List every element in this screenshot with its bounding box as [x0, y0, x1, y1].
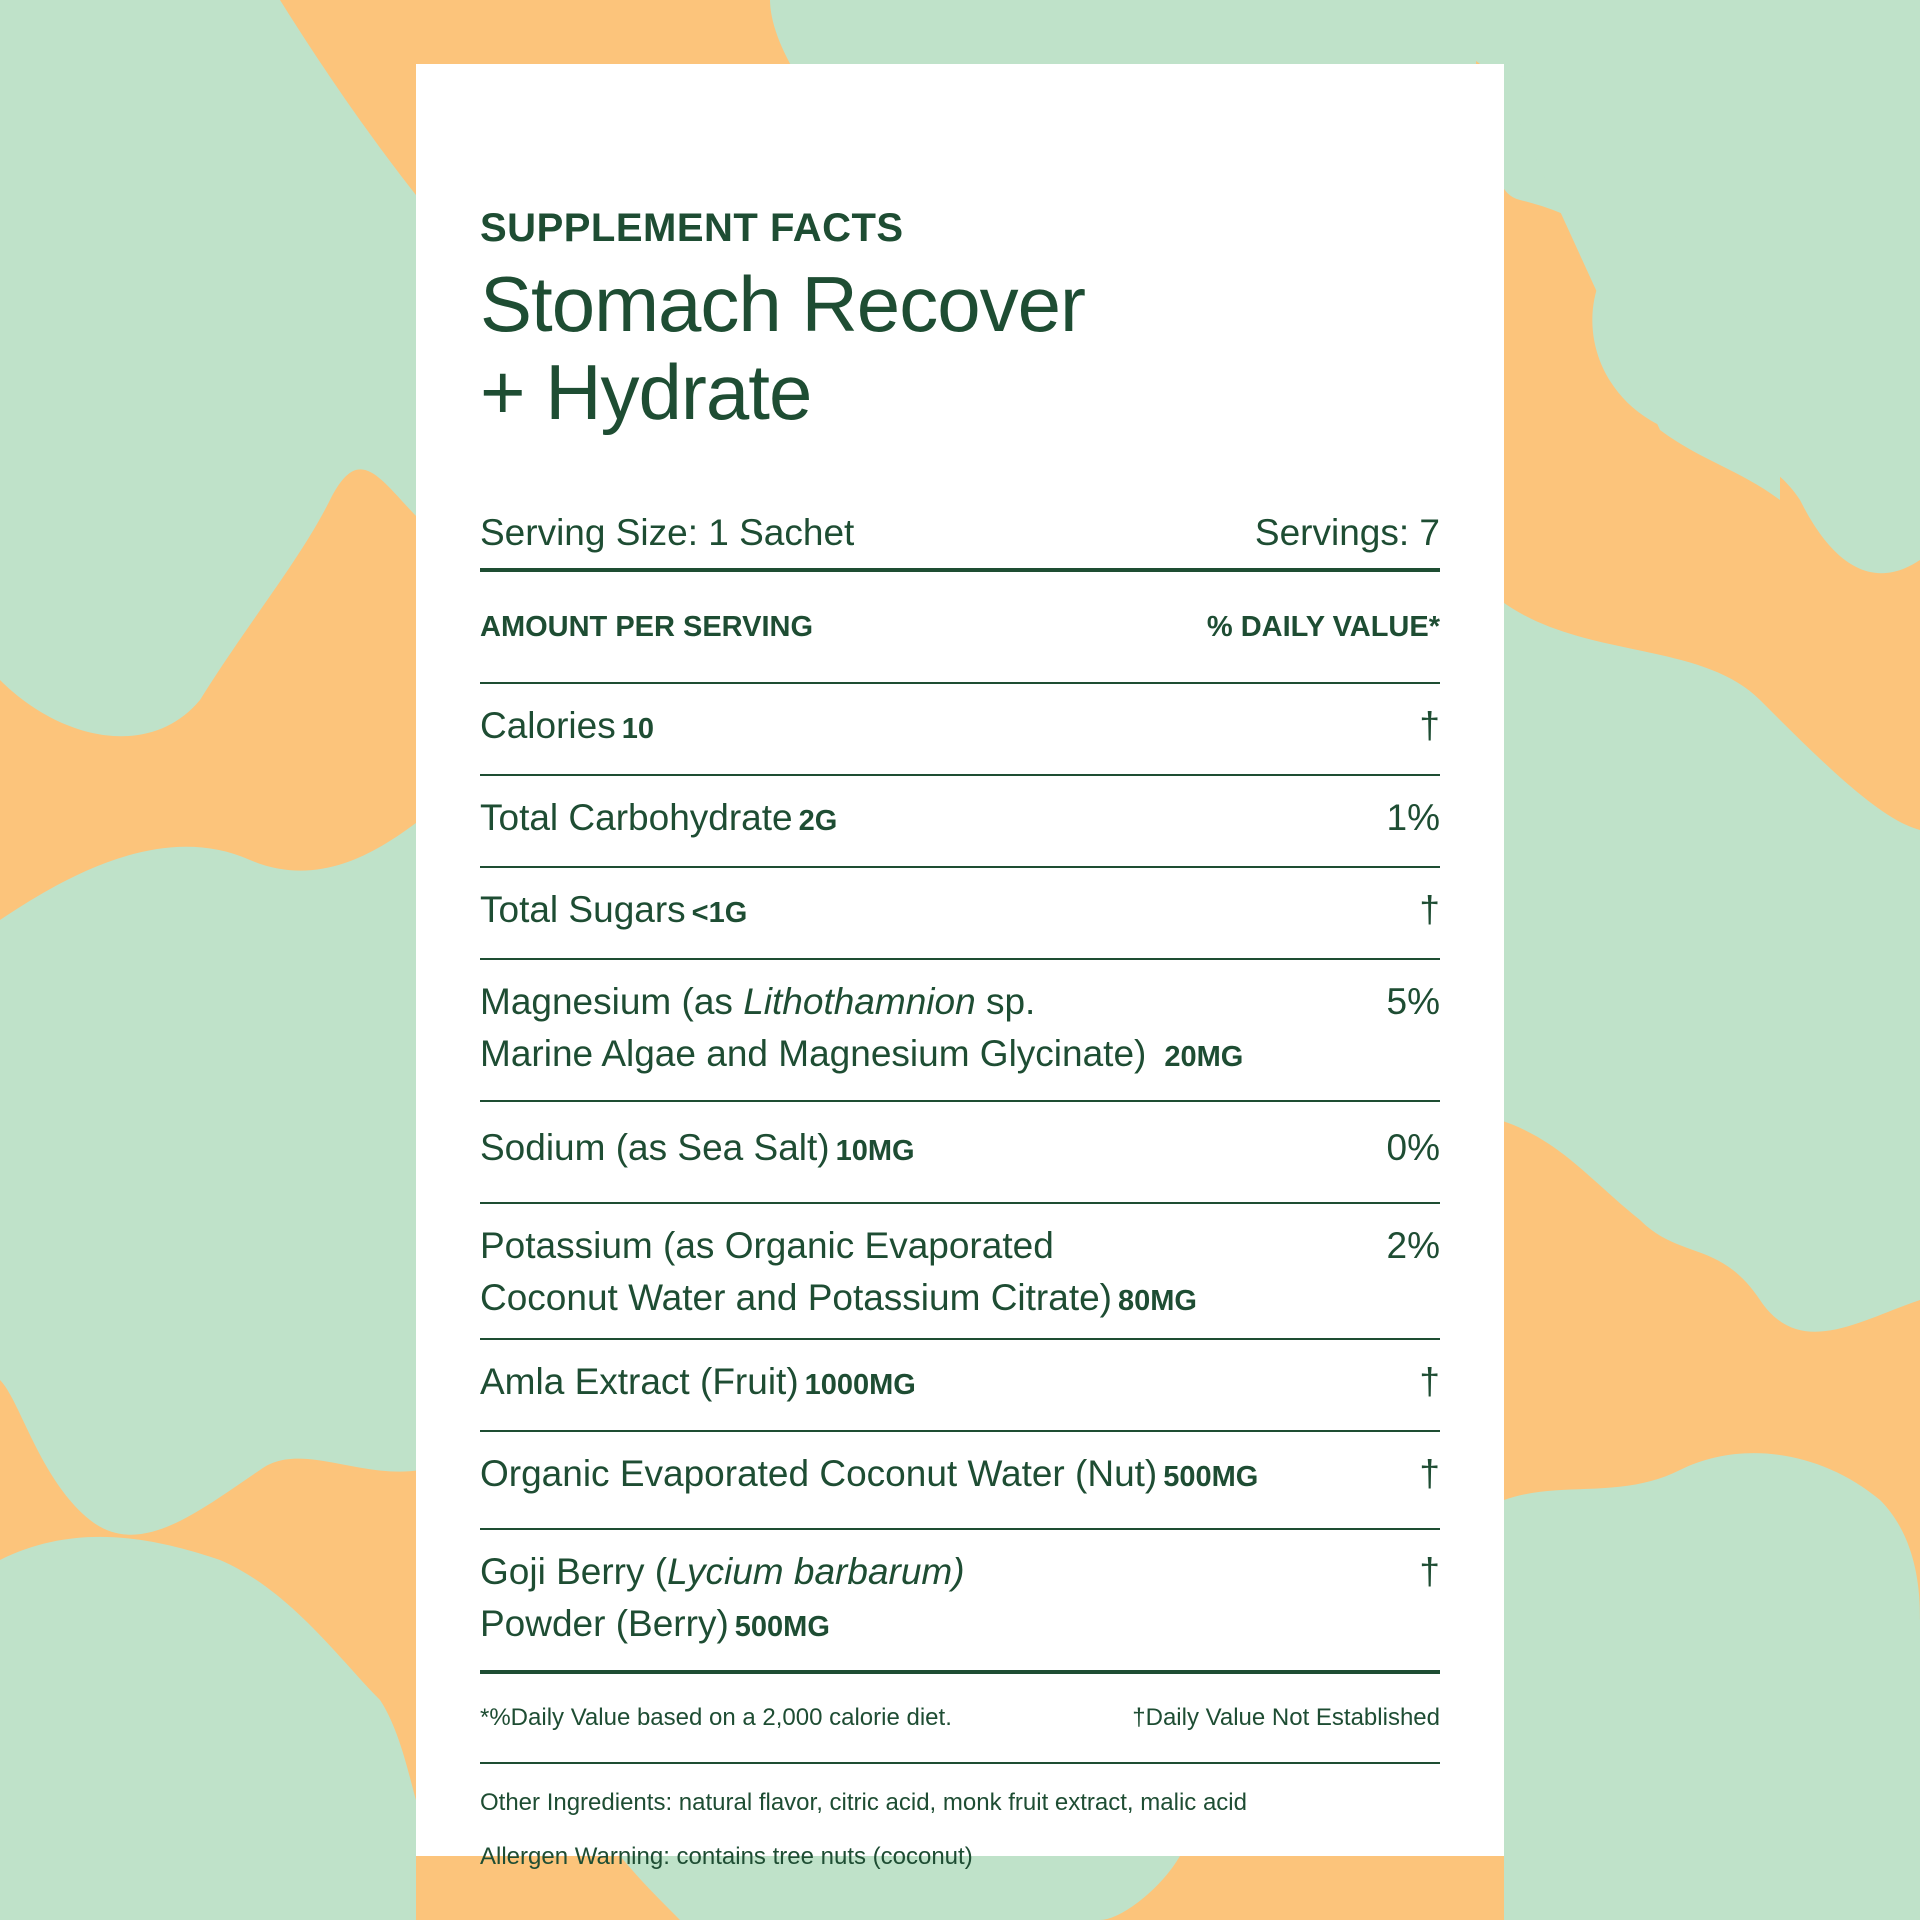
nutrient-amount: 80MG — [1118, 1285, 1197, 1317]
amount-per-serving-header: AMOUNT PER SERVING — [480, 610, 814, 643]
servings-count: Servings: 7 — [1254, 512, 1440, 553]
nutrient-name: Calories 10 — [480, 705, 654, 746]
nutrient-name: Magnesium (as Lithothamnion sp. Marine Algae and Magnesium Glycinate) 20MG — [480, 981, 1244, 1074]
serving-size: Serving Size: 1 Sachet — [480, 512, 855, 553]
daily-value: 2% — [1386, 1225, 1440, 1266]
other-ingredients: Other Ingredients: natural flavor, citric acid, monk fruit extract, malic acid — [480, 1789, 1247, 1816]
daily-value: † — [1419, 705, 1440, 746]
nutrient-amount: 1000MG — [804, 1369, 916, 1401]
table-row — [480, 776, 1440, 868]
nutrient-amount: 2G — [798, 805, 838, 837]
table-row — [480, 868, 1440, 960]
daily-value: † — [1419, 1551, 1440, 1592]
nutrient-amount: <1G — [691, 897, 748, 929]
daily-value: † — [1419, 889, 1440, 930]
nutrient-name: Total Carbohydrate 2G — [480, 797, 838, 838]
table-row — [480, 684, 1440, 776]
allergen-warning: Allergen Warning: contains tree nuts (coconut) — [480, 1843, 973, 1870]
table-row — [480, 960, 1440, 1102]
eyebrow-label: SUPPLEMENT FACTS — [480, 206, 904, 250]
product-title-line2: + Hydrate — [480, 348, 812, 436]
nutrient-amount: 500MG — [734, 1611, 830, 1643]
table-row — [480, 1340, 1440, 1432]
footnote-daily-value: *%Daily Value based on a 2,000 calorie diet. — [480, 1704, 952, 1731]
daily-value: 1% — [1386, 797, 1440, 838]
daily-value: † — [1419, 1453, 1440, 1494]
nutrient-amount: 20MG — [1164, 1041, 1244, 1073]
nutrient-amount: 10MG — [835, 1135, 915, 1167]
table-row — [480, 1530, 1440, 1674]
nutrient-amount: 10 — [621, 713, 654, 745]
column-headers — [480, 572, 1440, 684]
nutrient-amount: 500MG — [1163, 1461, 1259, 1493]
supplement-facts-card — [416, 64, 1504, 1870]
daily-value-header: % DAILY VALUE* — [1206, 610, 1440, 643]
table-row — [480, 1204, 1440, 1340]
nutrient-name: Goji Berry (Lycium barbarum) Powder (Berry) 500MG — [480, 1551, 965, 1644]
footnote-not-established: †Daily Value Not Established — [1132, 1704, 1440, 1731]
nutrient-name: Total Sugars <1G — [480, 889, 748, 930]
nutrient-name: Sodium (as Sea Salt) 10MG — [480, 1127, 915, 1168]
footnotes — [480, 1674, 1440, 1764]
product-title — [480, 260, 1440, 436]
daily-value: 5% — [1386, 981, 1440, 1022]
nutrient-name: Potassium (as Organic Evaporated Coconut Water and Potassium Citrate) 80MG — [480, 1225, 1197, 1318]
serving-info — [480, 510, 1440, 572]
nutrient-name: Amla Extract (Fruit) 1000MG — [480, 1361, 916, 1402]
table-row — [480, 1102, 1440, 1204]
product-title-line1: Stomach Recover — [480, 260, 1085, 348]
daily-value: † — [1419, 1361, 1440, 1402]
nutrient-name: Organic Evaporated Coconut Water (Nut) 500MG — [480, 1453, 1259, 1494]
table-row — [480, 1432, 1440, 1530]
daily-value: 0% — [1386, 1127, 1440, 1168]
